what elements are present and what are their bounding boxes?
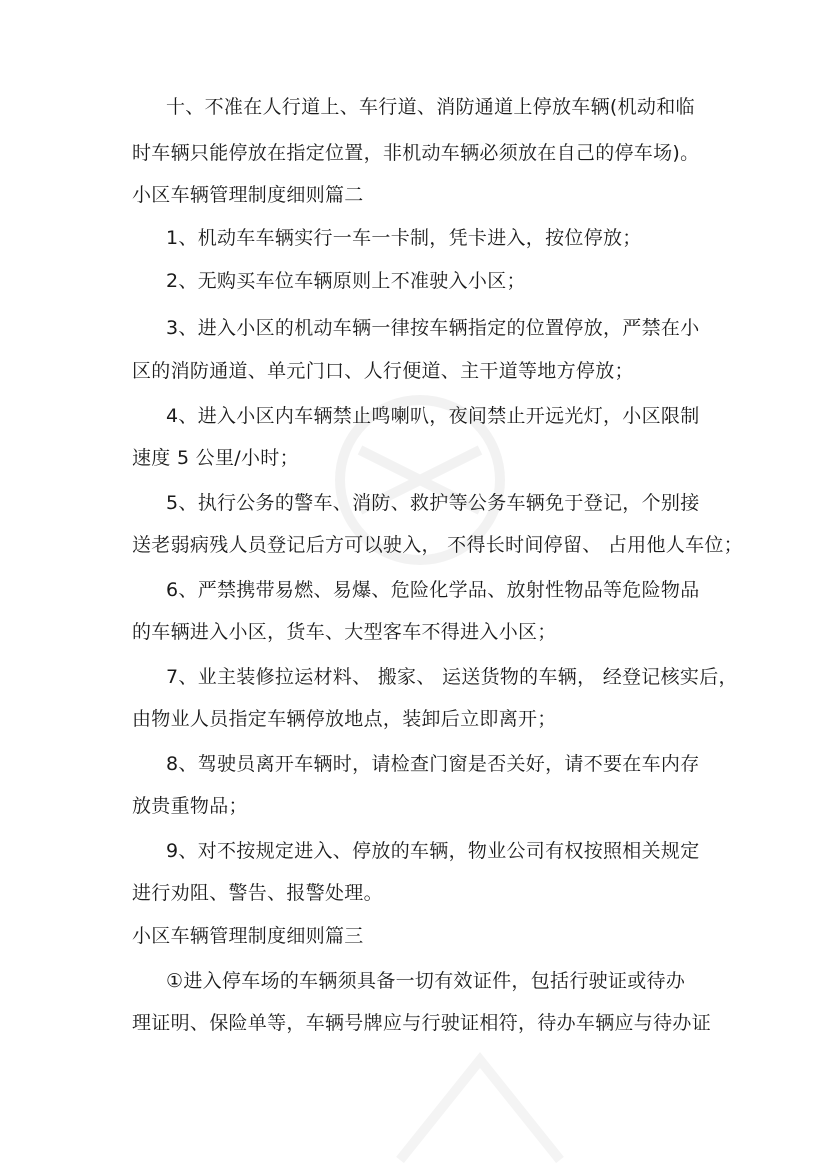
text-line: 2、无购买车位车辆原则上不准驶入小区；: [166, 270, 526, 292]
text-line: 9、对不按规定进入、停放的车辆，物业公司有权按照相关规定: [166, 840, 700, 862]
text-line: ①进入停车场的车辆须具备一切有效证件，包括行驶证或待办: [166, 970, 686, 992]
text-line: 时车辆只能停放在指定位置，非机动车辆必须放在自己的停车场)。: [132, 142, 700, 164]
text-line: 送老弱病残人员登记后方可以驶入， 不得长时间停留、 占用他人车位；: [132, 534, 743, 556]
text-line: 放贵重物品；: [132, 795, 248, 817]
text-line: 7、业主装修拉运材料、 搬家、 运送货物的车辆， 经登记核实后，: [166, 666, 738, 688]
text-line: 4、进入小区内车辆禁止鸣喇叭，夜间禁止开远光灯，小区限制: [166, 405, 700, 427]
text-line: 8、驾驶员离开车辆时，请检查门窗是否关好，请不要在车内存: [166, 753, 700, 775]
text-line: 由物业人员指定车辆停放地点，装卸后立即离开；: [132, 708, 557, 730]
text-line: 理证明、保险单等，车辆号牌应与行驶证相符，待办车辆应与待办证: [132, 1012, 712, 1034]
text-line: 6、严禁携带易燃、易爆、危险化学品、放射性物品等危险物品: [166, 579, 700, 601]
watermark-icon: [380, 1040, 580, 1174]
text-line: 5、执行公务的警车、消防、救护等公务车辆免于登记，个别接: [166, 492, 700, 514]
section-heading: 小区车辆管理制度细则篇二: [132, 184, 364, 206]
text-line: 1、机动车车辆实行一车一卡制，凭卡进入，按位停放；: [166, 227, 642, 249]
text-line: 进行劝阻、警告、报警处理。: [132, 882, 383, 904]
text-line: 的车辆进入小区，货车、大型客车不得进入小区；: [132, 621, 557, 643]
text-line: 十、不准在人行道上、车行道、消防通道上停放车辆(机动和临: [166, 96, 695, 118]
text-line: 区的消防通道、单元门口、人行便道、主干道等地方停放；: [132, 360, 634, 382]
text-line: 速度 5 公里/小时；: [132, 447, 299, 469]
section-heading: 小区车辆管理制度细则篇三: [132, 925, 364, 947]
text-line: 3、进入小区的机动车辆一律按车辆指定的位置停放，严禁在小: [166, 317, 700, 339]
